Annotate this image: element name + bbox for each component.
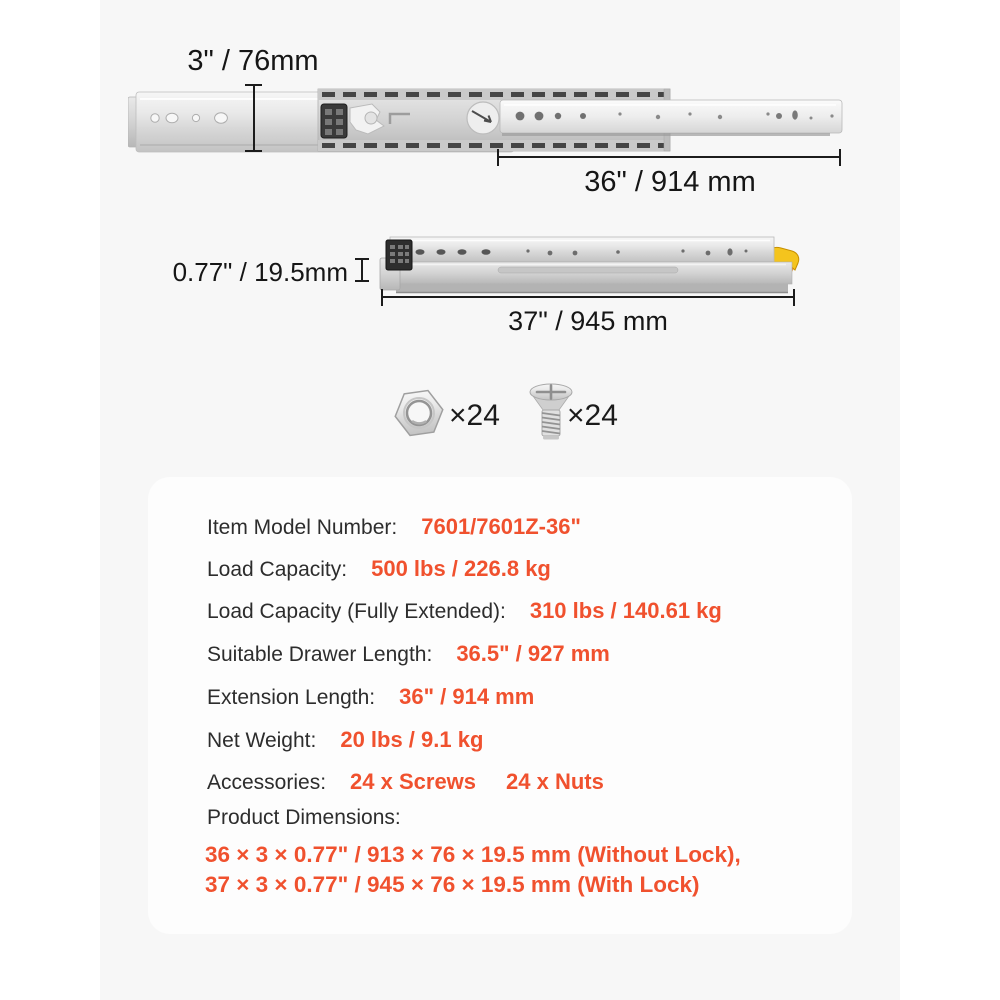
spec-label: Accessories: bbox=[207, 771, 327, 794]
spec-row-drawer-length bbox=[207, 641, 610, 667]
length37-dimension-line bbox=[381, 296, 795, 298]
accessories-nuts-value: 24 x Nuts bbox=[506, 769, 604, 794]
hex-nut-icon bbox=[393, 389, 445, 437]
drawer-slide-closed-illustration bbox=[378, 234, 802, 298]
spec-row-product-dimensions bbox=[207, 806, 401, 830]
height-dimension-line bbox=[253, 86, 255, 150]
spec-label: Item Model Number: bbox=[207, 516, 398, 539]
length37-dimension-label: 37" / 945 mm bbox=[508, 306, 668, 336]
specifications-card bbox=[148, 477, 852, 934]
length36-right-tick bbox=[839, 149, 841, 166]
product-dimensions-with-lock: 37 × 3 × 0.77" / 945 × 76 × 19.5 mm (With Lock) bbox=[205, 872, 700, 897]
spec-value: 36.5" / 927 mm bbox=[456, 641, 610, 666]
thickness-dimension-label: 0.77" / 19.5mm bbox=[172, 257, 348, 287]
product-dimensions-without-lock: 36 × 3 × 0.77" / 913 × 76 × 19.5 mm (Without Lock), bbox=[205, 842, 741, 867]
spec-row-load-capacity bbox=[207, 556, 551, 582]
spec-value: 36" / 914 mm bbox=[399, 684, 535, 709]
spec-value: 500 lbs / 226.8 kg bbox=[371, 556, 551, 581]
spec-row-load-capacity-extended bbox=[207, 598, 722, 624]
spec-row-extension-length bbox=[207, 684, 534, 710]
length36-dimension-label: 36" / 914 mm bbox=[584, 166, 756, 198]
spec-label: Suitable Drawer Length: bbox=[207, 643, 433, 666]
accessories-screws-value: 24 x Screws bbox=[350, 769, 477, 794]
spec-row-accessories bbox=[207, 769, 604, 795]
spec-label: Product Dimensions: bbox=[207, 806, 401, 829]
spec-row-model bbox=[207, 514, 581, 540]
thickness-marker-bottom-cap bbox=[355, 280, 369, 282]
spec-label: Load Capacity (Fully Extended): bbox=[207, 600, 506, 623]
screw-count-label: ×24 bbox=[567, 399, 618, 432]
spec-value: 7601/7601Z-36" bbox=[421, 514, 581, 539]
thickness-marker-stem bbox=[361, 258, 363, 282]
length37-right-tick bbox=[793, 289, 795, 306]
height-dimension-label: 3" / 76mm bbox=[187, 45, 319, 77]
spec-value: 310 lbs / 140.61 kg bbox=[529, 598, 722, 623]
spec-label: Net Weight: bbox=[207, 729, 317, 752]
length36-dimension-line bbox=[497, 156, 841, 158]
spec-label: Extension Length: bbox=[207, 686, 376, 709]
height-dimension-bottom-cap bbox=[245, 150, 262, 152]
spec-row-net-weight bbox=[207, 727, 483, 753]
nut-count-label: ×24 bbox=[449, 399, 500, 432]
spec-value: 20 lbs / 9.1 kg bbox=[340, 727, 484, 752]
spec-label: Load Capacity: bbox=[207, 558, 348, 581]
drawer-slide-extended-illustration bbox=[128, 82, 845, 158]
